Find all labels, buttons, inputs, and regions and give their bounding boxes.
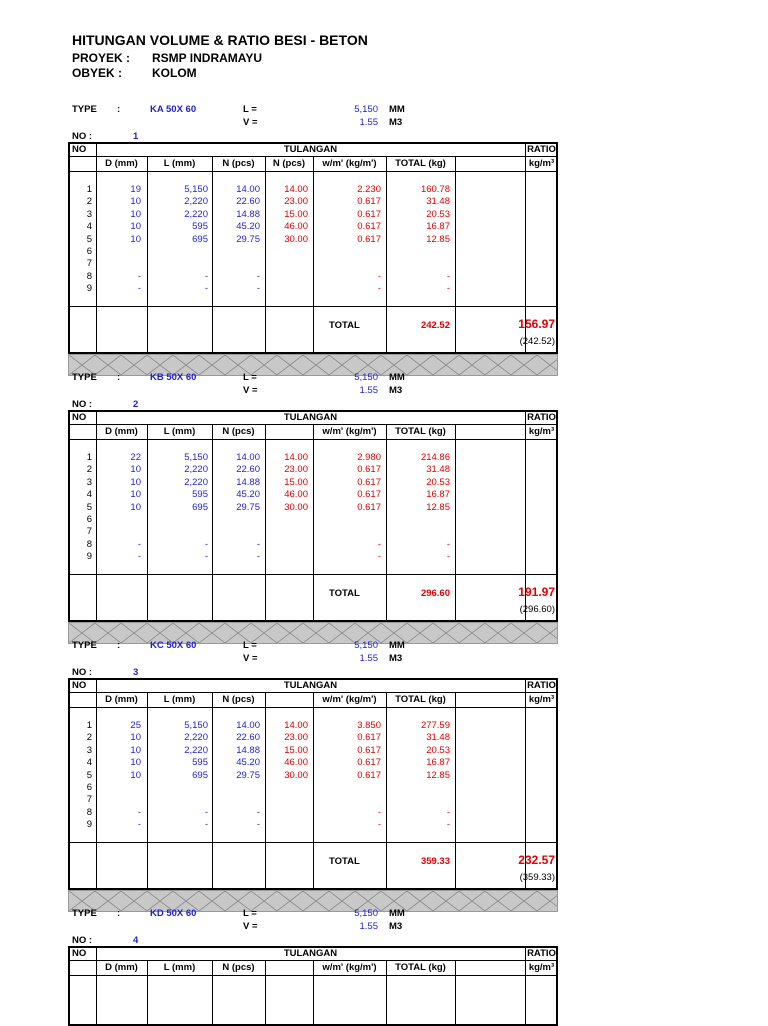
row-total-kg: 277.59 — [420, 720, 450, 731]
row-diameter: 10 — [130, 476, 141, 488]
row-number: 4 — [86, 489, 92, 501]
column-table — [68, 410, 558, 622]
header-total: TOTAL (kg) — [395, 962, 446, 973]
row-npcs: 29.75 — [236, 769, 260, 781]
type-label: TYPE — [72, 104, 97, 115]
header-divider-2 — [70, 439, 556, 440]
header-l: L (mm) — [163, 962, 196, 973]
type-colon: : — [117, 372, 121, 383]
row-length: 5,150 — [184, 720, 208, 731]
row-total-kg: - — [446, 819, 450, 831]
row-number: 2 — [86, 196, 92, 208]
row-diameter: 19 — [130, 184, 141, 195]
row-diameter: - — [137, 819, 141, 831]
header-no: NO — [72, 144, 87, 155]
row-length: 2,220 — [184, 464, 208, 476]
row-npcs: 22.60 — [236, 464, 260, 476]
v-label: V = — [243, 921, 258, 932]
row-number: 7 — [86, 258, 92, 270]
header-n: N (pcs) — [222, 426, 255, 437]
row-weight-per-m: 0.617 — [357, 757, 381, 769]
l-label: L = — [243, 908, 257, 919]
row-diameter: 22 — [130, 452, 141, 463]
row-number: 2 — [86, 732, 92, 744]
row-diameter: 10 — [130, 732, 141, 744]
column-divider — [455, 156, 456, 352]
header-tulangan: TULANGAN — [283, 948, 338, 959]
total-divider — [70, 306, 556, 307]
column-divider — [96, 680, 97, 888]
row-length: 2,220 — [184, 208, 208, 220]
total-divider — [70, 574, 556, 575]
row-npcs: - — [256, 270, 260, 282]
row-number: 1 — [86, 184, 92, 195]
row-npcs-round: 23.00 — [284, 464, 308, 476]
row-weight-per-m: - — [377, 270, 381, 282]
header-divider-2 — [70, 171, 556, 172]
type-value: KB 50X 60 — [150, 372, 197, 383]
proyek-value: RSMP INDRAMAYU — [152, 51, 263, 65]
total-divider — [70, 842, 556, 843]
row-length: 595 — [192, 489, 208, 501]
row-diameter: - — [137, 538, 141, 550]
row-npcs-round: 46.00 — [284, 221, 308, 233]
row-total-kg: 20.53 — [426, 476, 450, 488]
header-no: NO — [72, 948, 87, 959]
row-weight-per-m: 0.617 — [357, 732, 381, 744]
row-total-kg: 12.85 — [426, 501, 450, 513]
section-separator — [68, 622, 558, 644]
row-total-kg: 20.53 — [426, 744, 450, 756]
row-npcs: 14.00 — [236, 184, 260, 195]
row-diameter: 10 — [130, 221, 141, 233]
row-number: 6 — [86, 514, 92, 525]
v-value: 1.55 — [359, 117, 378, 128]
row-diameter: - — [137, 283, 141, 295]
row-npcs: - — [256, 551, 260, 563]
v-value: 1.55 — [359, 385, 378, 396]
row-number: 5 — [86, 769, 92, 781]
no-label: NO : — [72, 935, 93, 946]
header-wm: w/m' (kg/m') — [322, 694, 377, 705]
row-total-kg: 160.78 — [420, 184, 450, 195]
row-npcs-round: 15.00 — [284, 476, 308, 488]
header-ratio: RATIO — [527, 680, 556, 691]
l-unit: MM — [389, 640, 405, 651]
row-diameter: 10 — [130, 464, 141, 476]
row-number: 8 — [86, 538, 92, 550]
v-value: 1.55 — [359, 921, 378, 932]
row-number: 3 — [86, 476, 92, 488]
row-diameter: 10 — [130, 757, 141, 769]
l-unit: MM — [389, 104, 405, 115]
row-diameter: - — [137, 551, 141, 563]
row-diameter: 25 — [130, 720, 141, 731]
row-number: 7 — [86, 794, 92, 806]
column-table — [68, 946, 558, 1026]
row-diameter: - — [137, 270, 141, 282]
column-divider — [455, 960, 456, 1024]
row-weight-per-m: - — [377, 538, 381, 550]
total-value: 359.33 — [420, 856, 450, 867]
row-total-kg: 16.87 — [426, 221, 450, 233]
type-value: KD 50X 60 — [150, 908, 197, 919]
header-divider — [70, 960, 556, 961]
total-value: 296.60 — [420, 588, 450, 599]
row-diameter: 10 — [130, 208, 141, 220]
row-total-kg: 20.53 — [426, 208, 450, 220]
row-weight-per-m: 0.617 — [357, 196, 381, 208]
row-weight-per-m: - — [377, 806, 381, 818]
header-no: NO — [72, 412, 87, 423]
column-table — [68, 678, 558, 890]
row-npcs-round: 15.00 — [284, 744, 308, 756]
row-number: 3 — [86, 208, 92, 220]
row-weight-per-m: - — [377, 819, 381, 831]
hatch-pattern — [69, 355, 557, 375]
v-unit: M3 — [389, 921, 403, 932]
row-npcs: 29.75 — [236, 233, 260, 245]
v-value: 1.55 — [359, 653, 378, 664]
hatch-pattern — [69, 623, 557, 643]
row-length: 595 — [192, 757, 208, 769]
row-npcs-round: 23.00 — [284, 196, 308, 208]
row-number: 8 — [86, 270, 92, 282]
header-d: D (mm) — [105, 694, 138, 705]
row-npcs: - — [256, 819, 260, 831]
total-label: TOTAL — [329, 856, 360, 867]
row-weight-per-m: 0.617 — [357, 233, 381, 245]
row-npcs-round: 14.00 — [284, 452, 308, 463]
header-n: N (pcs) — [222, 962, 255, 973]
l-value: 5,150 — [354, 104, 378, 115]
ratio-value: 191.97 — [518, 585, 555, 599]
section-separator — [68, 890, 558, 912]
no-value: 4 — [133, 935, 139, 946]
type-colon: : — [117, 104, 121, 115]
header-total: TOTAL (kg) — [395, 426, 446, 437]
row-npcs: - — [256, 283, 260, 295]
no-value: 1 — [133, 131, 139, 142]
row-length: 5,150 — [184, 184, 208, 195]
header-kgm3: kg/m³ — [528, 962, 555, 973]
row-diameter: 10 — [130, 744, 141, 756]
total-label: TOTAL — [329, 320, 360, 331]
l-unit: MM — [389, 908, 405, 919]
row-weight-per-m: 3.850 — [357, 720, 381, 731]
v-label: V = — [243, 653, 258, 664]
row-total-kg: - — [446, 283, 450, 295]
header-n: N (pcs) — [222, 158, 255, 169]
row-total-kg: 31.48 — [426, 196, 450, 208]
no-label: NO : — [72, 131, 93, 142]
row-length: 695 — [192, 769, 208, 781]
header-l: L (mm) — [163, 426, 196, 437]
row-npcs: 45.20 — [236, 489, 260, 501]
hatch-pattern — [69, 891, 557, 911]
column-divider — [455, 692, 456, 888]
row-length: 5,150 — [184, 452, 208, 463]
row-weight-per-m: - — [377, 551, 381, 563]
v-unit: M3 — [389, 117, 403, 128]
ratio-sub-value: (242.52) — [519, 336, 555, 347]
row-weight-per-m: 0.617 — [357, 489, 381, 501]
type-colon: : — [117, 908, 121, 919]
row-number: 1 — [86, 720, 92, 731]
row-weight-per-m: 0.617 — [357, 221, 381, 233]
row-npcs-round: 30.00 — [284, 233, 308, 245]
row-length: - — [204, 270, 208, 282]
l-label: L = — [243, 372, 257, 383]
header-divider — [70, 692, 556, 693]
ratio-value: 156.97 — [518, 317, 555, 331]
row-weight-per-m: - — [377, 283, 381, 295]
type-label: TYPE — [72, 372, 97, 383]
column-divider — [455, 424, 456, 620]
row-npcs: 14.88 — [236, 744, 260, 756]
l-value: 5,150 — [354, 640, 378, 651]
header-ratio: RATIO — [527, 948, 556, 959]
row-number: 4 — [86, 757, 92, 769]
row-diameter: - — [137, 806, 141, 818]
row-length: 595 — [192, 221, 208, 233]
header-kgm3: kg/m³ — [528, 426, 555, 437]
row-number: 9 — [86, 819, 92, 831]
row-diameter: 10 — [130, 489, 141, 501]
row-number: 7 — [86, 526, 92, 538]
v-unit: M3 — [389, 653, 403, 664]
row-number: 9 — [86, 283, 92, 295]
row-length: 695 — [192, 233, 208, 245]
row-total-kg: 16.87 — [426, 757, 450, 769]
row-number: 4 — [86, 221, 92, 233]
row-length: 2,220 — [184, 744, 208, 756]
l-unit: MM — [389, 372, 405, 383]
v-label: V = — [243, 117, 258, 128]
row-npcs-round: 30.00 — [284, 501, 308, 513]
header-d: D (mm) — [105, 426, 138, 437]
row-length: - — [204, 806, 208, 818]
row-length: 2,220 — [184, 732, 208, 744]
row-length: - — [204, 551, 208, 563]
v-label: V = — [243, 385, 258, 396]
row-npcs: 14.88 — [236, 476, 260, 488]
header-n: N (pcs) — [222, 694, 255, 705]
header-l: L (mm) — [163, 158, 196, 169]
row-length: 2,220 — [184, 196, 208, 208]
row-total-kg: 12.85 — [426, 233, 450, 245]
total-value: 242.52 — [420, 320, 450, 331]
ratio-sub-value: (359.33) — [519, 872, 555, 883]
header-tulangan: TULANGAN — [283, 680, 338, 691]
row-length: 2,220 — [184, 476, 208, 488]
row-number: 6 — [86, 782, 92, 793]
row-number: 2 — [86, 464, 92, 476]
type-colon: : — [117, 640, 121, 651]
no-value: 3 — [133, 667, 139, 678]
header-wm: w/m' (kg/m') — [322, 158, 377, 169]
no-label: NO : — [72, 399, 93, 410]
header-tulangan: TULANGAN — [283, 412, 338, 423]
row-npcs: 22.60 — [236, 732, 260, 744]
row-weight-per-m: 0.617 — [357, 744, 381, 756]
row-weight-per-m: 2.980 — [357, 452, 381, 463]
row-number: 8 — [86, 806, 92, 818]
row-npcs-round: 23.00 — [284, 732, 308, 744]
header-divider-2 — [70, 707, 556, 708]
no-value: 2 — [133, 399, 139, 410]
row-total-kg: 31.48 — [426, 732, 450, 744]
l-value: 5,150 — [354, 372, 378, 383]
column-divider — [96, 144, 97, 352]
row-number: 5 — [86, 233, 92, 245]
row-length: - — [204, 819, 208, 831]
row-weight-per-m: 0.617 — [357, 769, 381, 781]
header-d: D (mm) — [105, 158, 138, 169]
row-npcs: - — [256, 538, 260, 550]
ratio-sub-value: (296.60) — [519, 604, 555, 615]
proyek-label: PROYEK : — [72, 51, 131, 65]
type-value: KC 50X 60 — [150, 640, 197, 651]
row-weight-per-m: 0.617 — [357, 208, 381, 220]
row-npcs-round: 46.00 — [284, 489, 308, 501]
header-n2: N (pcs) — [272, 158, 306, 169]
header-l: L (mm) — [163, 694, 196, 705]
header-tulangan: TULANGAN — [283, 144, 338, 155]
row-weight-per-m: 0.617 — [357, 464, 381, 476]
row-npcs: 14.88 — [236, 208, 260, 220]
row-total-kg: - — [446, 270, 450, 282]
l-label: L = — [243, 104, 257, 115]
row-weight-per-m: 2.230 — [357, 184, 381, 195]
header-d: D (mm) — [105, 962, 138, 973]
row-length: 695 — [192, 501, 208, 513]
l-value: 5,150 — [354, 908, 378, 919]
row-diameter: 10 — [130, 196, 141, 208]
header-divider — [70, 424, 556, 425]
header-kgm3: kg/m³ — [528, 694, 555, 705]
row-npcs-round: 15.00 — [284, 208, 308, 220]
row-total-kg: 31.48 — [426, 464, 450, 476]
row-total-kg: 214.86 — [420, 452, 450, 463]
type-label: TYPE — [72, 640, 97, 651]
row-number: 1 — [86, 452, 92, 463]
type-value: KA 50X 60 — [150, 104, 197, 115]
row-length: - — [204, 538, 208, 550]
row-number: 6 — [86, 246, 92, 257]
header-total: TOTAL (kg) — [395, 158, 446, 169]
page-title: HITUNGAN VOLUME & RATIO BESI - BETON — [72, 32, 368, 48]
row-npcs: 45.20 — [236, 221, 260, 233]
row-number: 5 — [86, 501, 92, 513]
header-total: TOTAL (kg) — [395, 694, 446, 705]
header-kgm3: kg/m³ — [528, 158, 555, 169]
row-diameter: 10 — [130, 501, 141, 513]
header-ratio: RATIO — [527, 144, 556, 155]
row-npcs: 29.75 — [236, 501, 260, 513]
row-weight-per-m: 0.617 — [357, 476, 381, 488]
row-npcs: - — [256, 806, 260, 818]
type-label: TYPE — [72, 908, 97, 919]
row-total-kg: - — [446, 538, 450, 550]
header-ratio: RATIO — [527, 412, 556, 423]
total-label: TOTAL — [329, 588, 360, 599]
column-table — [68, 142, 558, 354]
obyek-value: KOLOM — [152, 66, 197, 80]
header-wm: w/m' (kg/m') — [322, 426, 377, 437]
v-unit: M3 — [389, 385, 403, 396]
row-total-kg: 16.87 — [426, 489, 450, 501]
row-npcs-round: 14.00 — [284, 720, 308, 731]
header-divider — [70, 156, 556, 157]
row-diameter: 10 — [130, 233, 141, 245]
row-npcs: 14.00 — [236, 720, 260, 731]
row-number: 3 — [86, 744, 92, 756]
row-weight-per-m: 0.617 — [357, 501, 381, 513]
row-npcs-round: 30.00 — [284, 769, 308, 781]
column-divider — [265, 960, 266, 1024]
row-number: 9 — [86, 551, 92, 563]
l-label: L = — [243, 640, 257, 651]
row-npcs: 22.60 — [236, 196, 260, 208]
row-total-kg: - — [446, 806, 450, 818]
row-length: - — [204, 283, 208, 295]
column-divider — [96, 412, 97, 620]
row-diameter: 10 — [130, 769, 141, 781]
ratio-value: 232.57 — [518, 853, 555, 867]
row-total-kg: - — [446, 551, 450, 563]
row-total-kg: 12.85 — [426, 769, 450, 781]
row-npcs-round: 14.00 — [284, 184, 308, 195]
header-no: NO — [72, 680, 87, 691]
obyek-label: OBYEK : — [72, 66, 123, 80]
row-npcs: 14.00 — [236, 452, 260, 463]
row-npcs: 45.20 — [236, 757, 260, 769]
header-divider-2 — [70, 975, 556, 976]
row-npcs-round: 46.00 — [284, 757, 308, 769]
header-wm: w/m' (kg/m') — [322, 962, 377, 973]
section-separator — [68, 354, 558, 376]
no-label: NO : — [72, 667, 93, 678]
